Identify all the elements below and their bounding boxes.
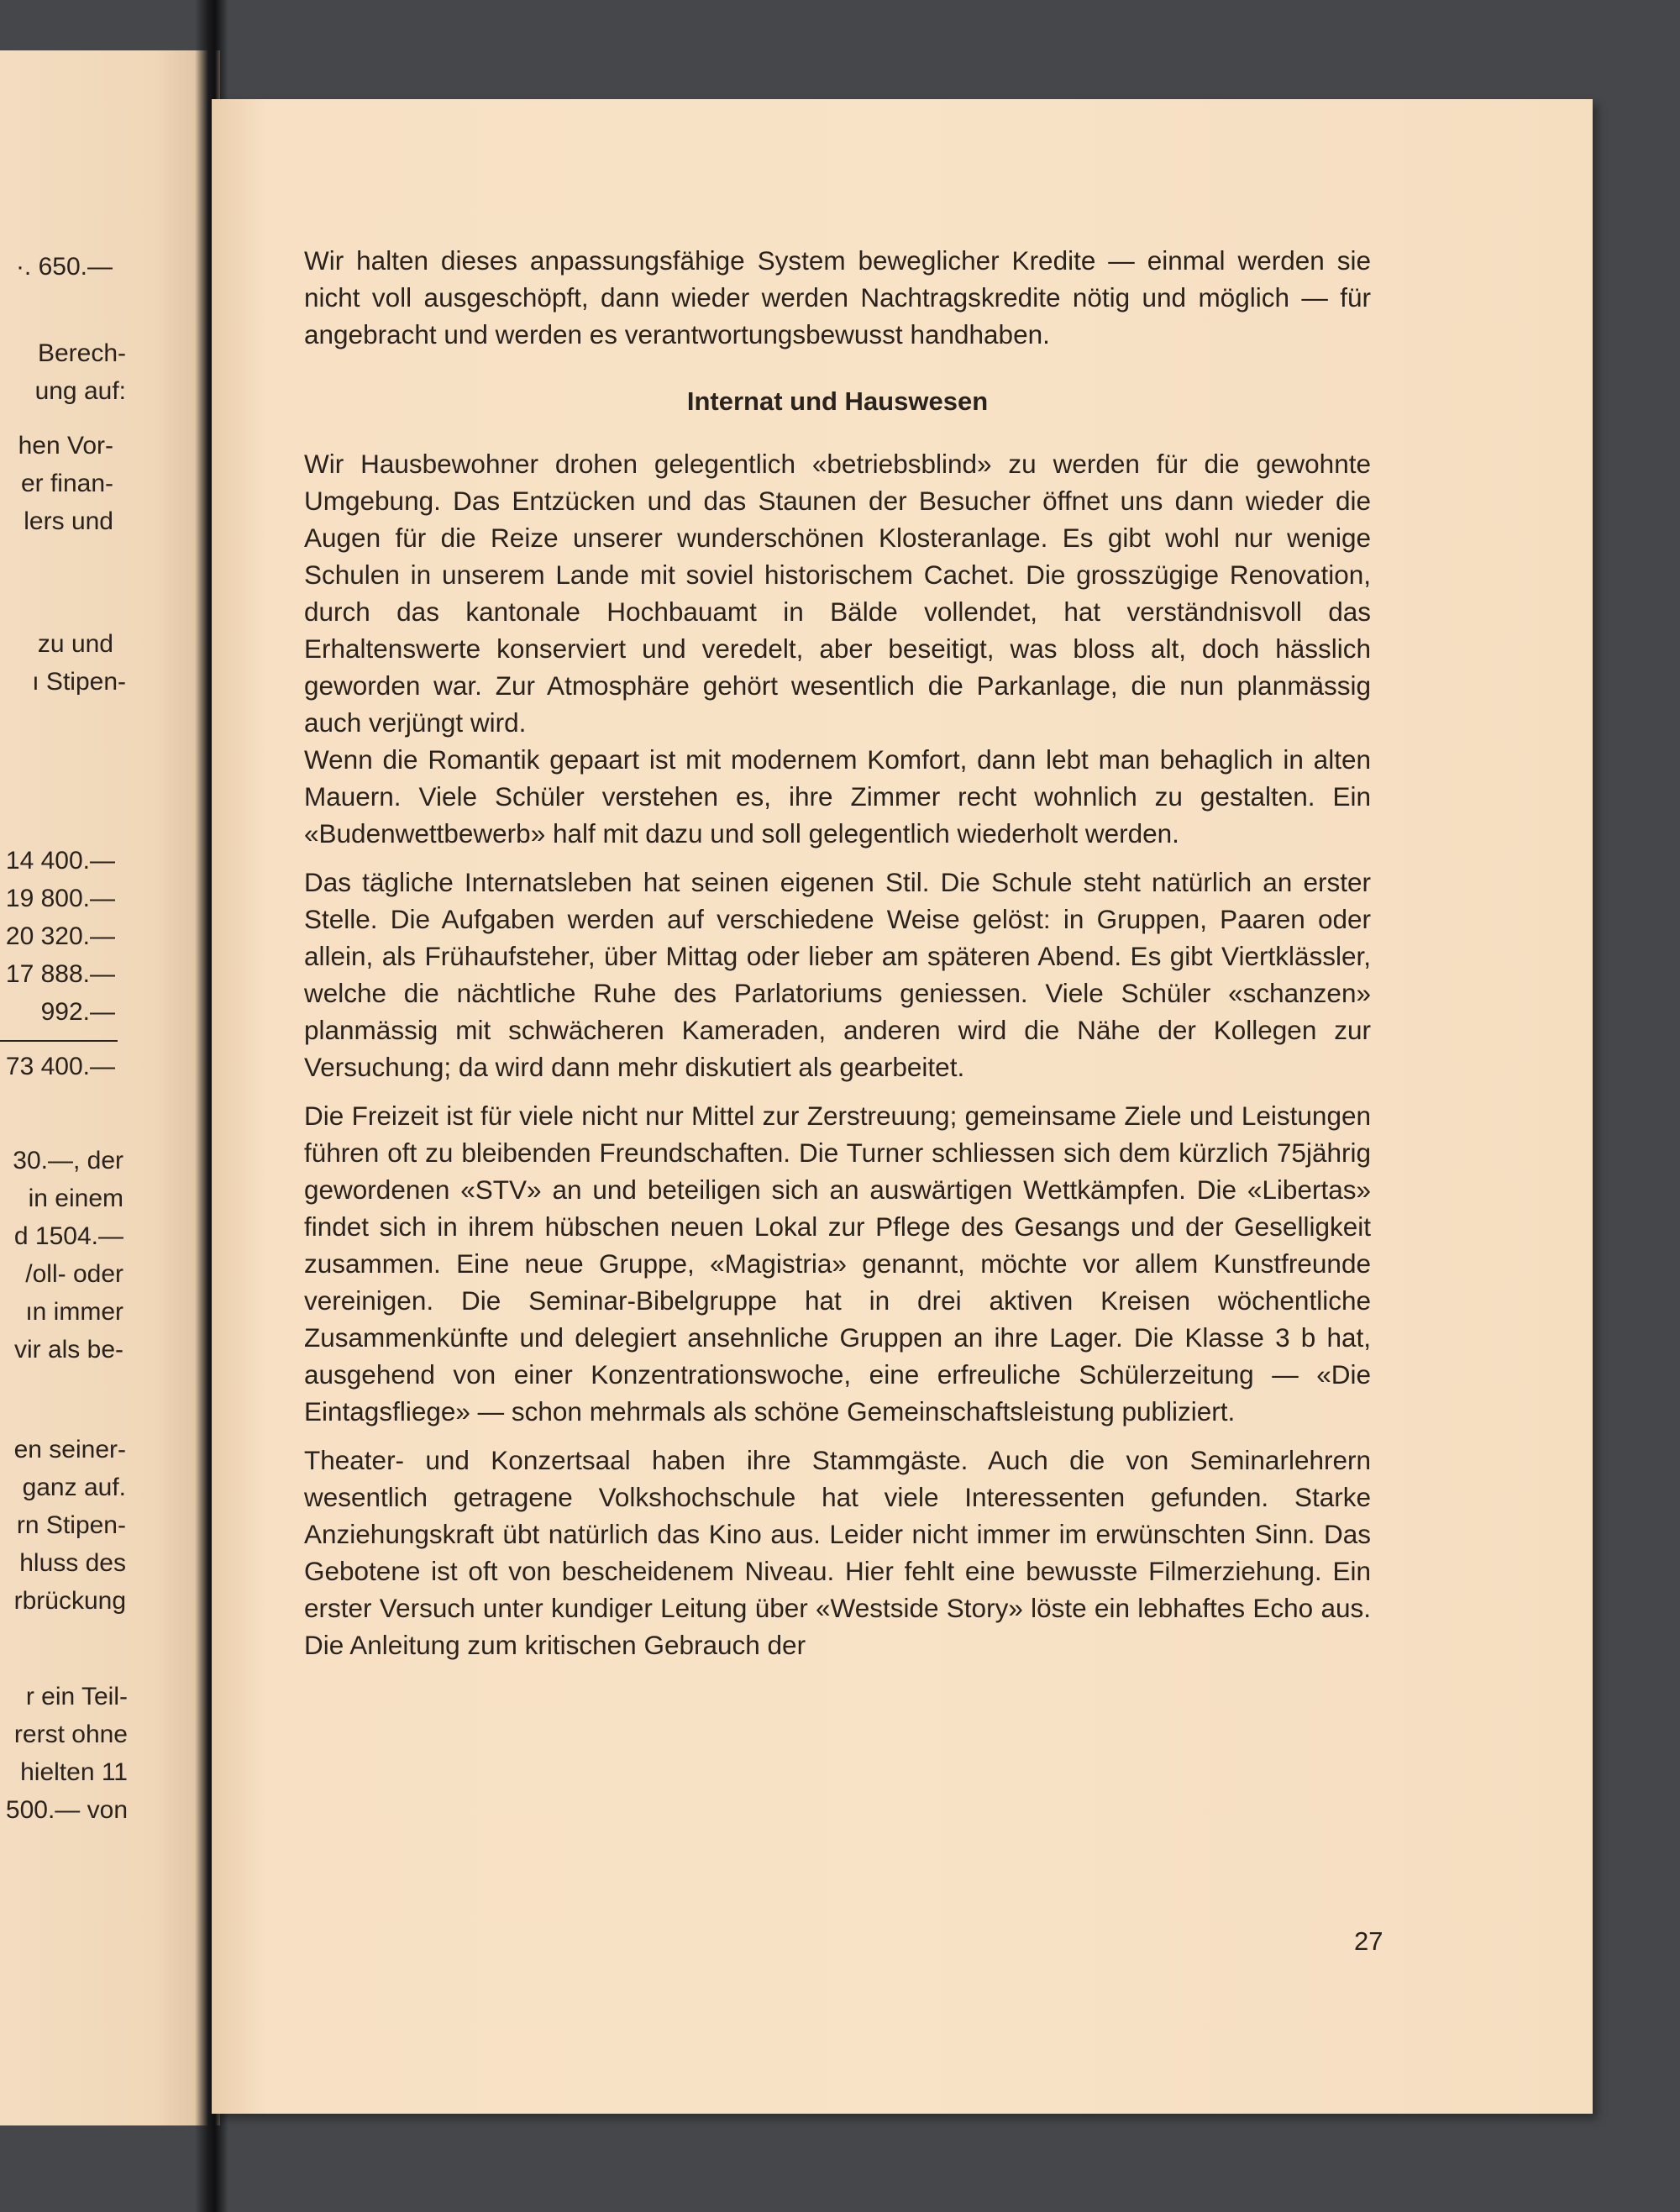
left-line: 992.— (40, 998, 115, 1026)
left-line: 20 320.— (5, 922, 115, 950)
left-line: en seiner- (13, 1436, 126, 1463)
left-line: er finan- (20, 470, 113, 497)
left-line: hielten 11 (20, 1758, 128, 1786)
page-body (304, 242, 1371, 1675)
left-line: /oll- oder (25, 1260, 123, 1288)
left-line: 30.—, der (13, 1147, 123, 1174)
left-line: 19 800.— (5, 885, 115, 912)
paragraph: Theater- und Konzertsaal haben ihre Stammgäste. Auch die von Seminarlehrern wesentlich getragene Volkshochschule hat viele Interessenten gefunden. Starke Anziehungskraft übt natürlich das Kino aus. Leider nicht immer im erwünschten Sinn. Das Gebotene ist oft von bescheidenem Niveau. Hier fehlt eine bewusste Filmerziehung. Ein erster Versuch unter kundiger Leitung über «Westside Story» löste ein lebhaftes Echo aus. Die Anleitung zum kritischen Gebrauch der (304, 1445, 1371, 1660)
left-line: lers und (24, 507, 113, 535)
left-line: hen Vor- (18, 432, 113, 460)
left-line: ·. 650.— (15, 253, 113, 281)
left-line: Berech- (37, 339, 126, 367)
left-line: in einem (28, 1185, 123, 1212)
left-line: hluss des (19, 1549, 126, 1577)
left-line: rn Stipen- (16, 1511, 126, 1539)
paragraph: Wir halten dieses anpassungsfähige System beweglicher Kredite — einmal werden sie nicht voll ausgeschöpft, dann wieder werden Nachtragskredite nötig und möglich — für angebracht und werden es verantwortungsbewusst handhaben. (304, 245, 1371, 349)
left-line: r ein Teil- (25, 1683, 128, 1710)
page-number: 27 (1354, 1926, 1383, 1956)
left-line: ganz auf. (22, 1474, 126, 1501)
left-line: ı Stipen- (32, 668, 126, 696)
paragraph: Wir Hausbewohner drohen gelegentlich «betriebsblind» zu werden für die gewohnte Umgebung. Das Entzücken und das Staunen der Besucher öffnet uns dann wieder die Augen für die Reize unserer wunderschönen Klosteranlage. Es gibt wohl nur wenige Schulen in unserem Lande mit soviel historischem Cachet. Die grosszügige Renovation, durch das kantonale Hochbauamt in Bälde vollendet, hat verständnisvoll das Erhaltenswerte konserviert und veredelt, aber beseitigt, was bloss alt, doch hässlich geworden war. Zur Atmosphäre gehört wesentlich die Parkanlage, die nun planmässig auch verjüngt wird. (304, 449, 1371, 738)
sum-rule (0, 1040, 118, 1042)
left-line: 14 400.— (5, 847, 115, 875)
paragraph: Wenn die Romantik gepaart ist mit modernem Komfort, dann lebt man behaglich in alten Mauern. Viele Schüler verstehen es, ihre Zimmer recht wohnlich zu gestalten. Ein «Budenwettbewerb» half mit dazu und soll gelegentlich wiederholt werden. (304, 744, 1371, 849)
left-line: rbrückung (13, 1587, 126, 1615)
left-line: d 1504.— (13, 1222, 123, 1250)
left-line: ın immer (25, 1298, 123, 1326)
left-page (0, 50, 220, 2125)
left-line: ung auf: (34, 377, 126, 405)
section-heading: Internat und Hauswesen (686, 386, 989, 416)
left-line: zu und (37, 630, 113, 658)
left-line: 73 400.— (5, 1053, 115, 1080)
paragraph: Das tägliche Internatsleben hat seinen eigenen Stil. Die Schule steht natürlich an erster Stelle. Die Aufgaben werden auf verschiedene Weise gelöst: in Gruppen, Paaren oder allein, als Frühaufsteher, über Mittag oder lieber am späteren Abend. Es gibt Viertklässler, welche die nächtliche Ruhe des Parlatoriums geniessen. Viele Schüler «schanzen» planmässig mit schwächeren Kameraden, anderen wird die Nähe der Kollegen zur Versuchung; da wird dann mehr diskutiert als gearbeitet. (304, 867, 1371, 1082)
paragraph: Die Freizeit ist für viele nicht nur Mittel zur Zerstreuung; gemeinsame Ziele und Leistungen führen oft zu bleibenden Freundschaften. Die Turner schliessen sich dem kürzlich 75jährig gewordenen «STV» an und beteiligen sich an auswärtigen Wettkämpfen. Die «Libertas» findet sich in ihrem hübschen neuen Lokal zur Pflege des Gesangs und der Geselligkeit zusammen. Eine neue Gruppe, «Magistria» genannt, möchte vor allem Kunstfreunde vereinigen. Die Seminar-Bibelgruppe hat in drei aktiven Kreisen wöchentliche Zusammenkünfte und delegiert ansehnliche Gruppen an ihre Lager. Die Klasse 3 b hat, ausgehend von einer Konzentrationswoche, eine erfreuliche Schülerzeitung — «Die Eintagsfliege» — schon mehrmals als schöne Gemeinschaftsleistung publiziert. (304, 1101, 1371, 1427)
left-line: 500.— von (5, 1796, 128, 1824)
right-page (212, 99, 1593, 2114)
left-line: rerst ohne (13, 1721, 128, 1748)
left-line: vir als be- (13, 1336, 123, 1363)
left-line: 17 888.— (5, 960, 115, 988)
